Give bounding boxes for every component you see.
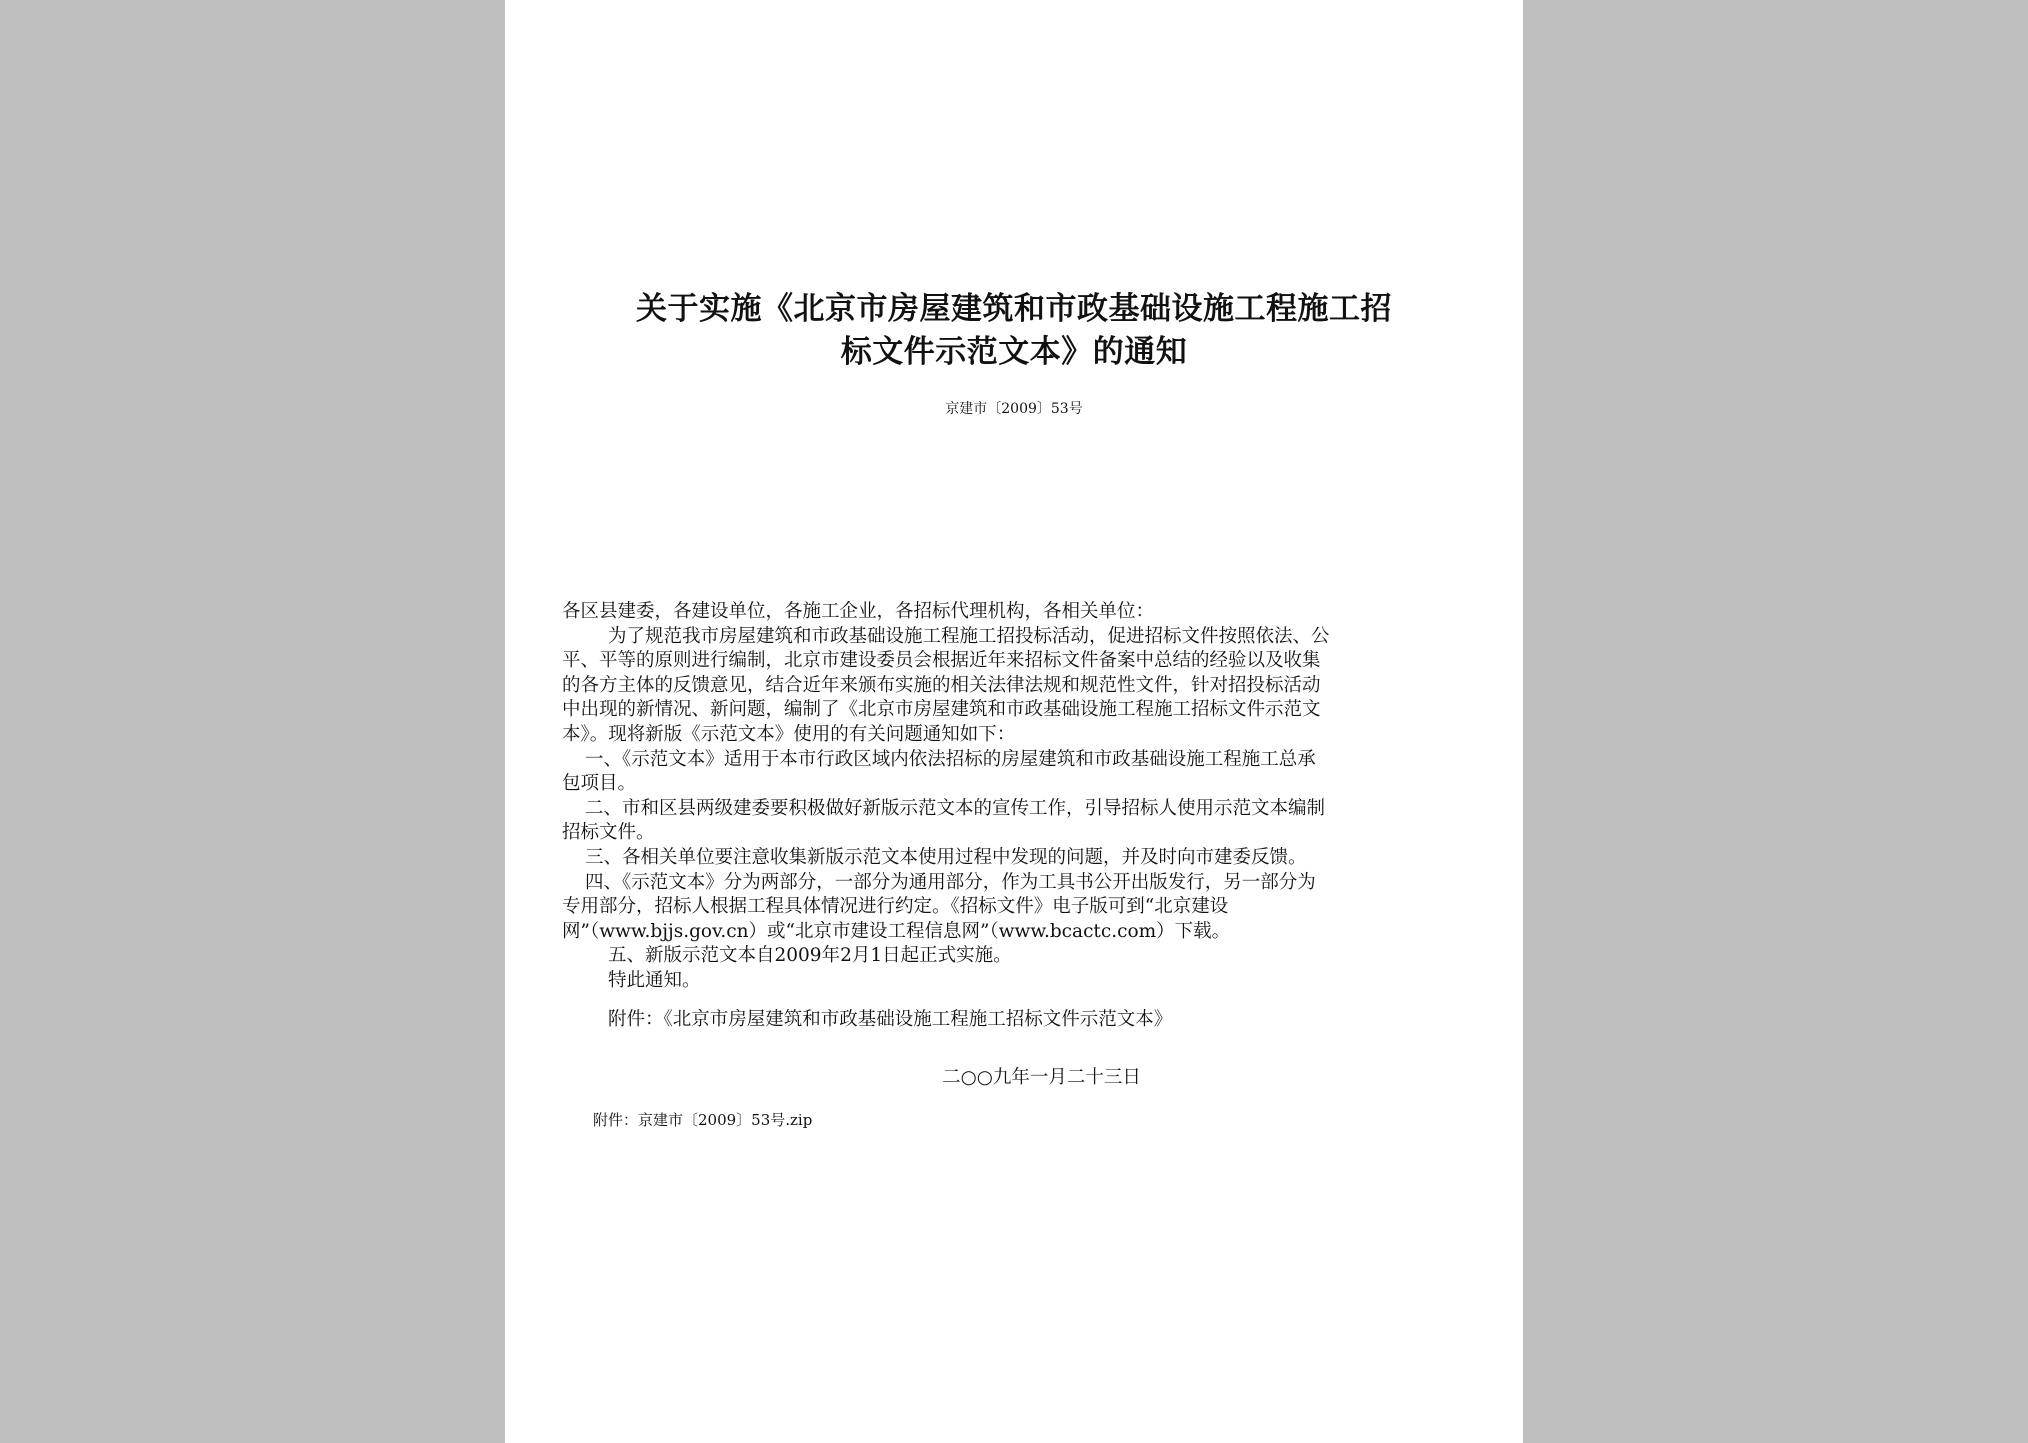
title-line-1: 关于实施《北京市房屋建筑和市政基础设施工程施工招 xyxy=(636,291,1392,327)
item-four-line: 四、《示范文本》分为两部分，一部分为通用部分，作为工具书公开出版发行，另一部分为 xyxy=(585,871,1316,893)
salutation: 各区县建委，各建设单位，各施工企业，各招标代理机构，各相关单位： xyxy=(562,601,1155,622)
paragraph-line: 为了规范我市房屋建筑和市政基础设施工程施工招投标活动，促进招标文件按照依法、公 xyxy=(608,625,1330,647)
item-five-line: 五、新版示范文本自2009年2月1日起正式实施。 xyxy=(608,945,1012,967)
item-two-line: 二、市和区县两级建委要积极做好新版示范文本的宣传工作，引导招标人使用示范文本编制 xyxy=(585,797,1326,819)
item-three-line: 三、各相关单位要注意收集新版示范文本使用过程中发现的问题，并及时向市建委反馈。 xyxy=(585,846,1307,868)
document-body xyxy=(562,600,1462,1032)
document-page xyxy=(505,0,1523,1443)
closing-line: 特此通知。 xyxy=(608,969,701,991)
attachment-note: 附件：《北京市房屋建筑和市政基础设施工程施工招标文件示范文本》 xyxy=(608,1008,1173,1030)
title-line-2: 标文件示范文本》的通知 xyxy=(840,334,1188,370)
document-number: 京建市〔2009〕53号 xyxy=(945,401,1083,417)
paragraph-line: 平、平等的原则进行编制，北京市建设委员会根据近年来招标文件备案中总结的经验以及收集 xyxy=(562,650,1321,672)
document-date: 二○○九年一月二十三日 xyxy=(942,1067,1141,1088)
paragraph-line: 的各方主体的反馈意见，结合近年来颁布实施的相关法律法规和规范性文件，针对招投标活动 xyxy=(562,674,1321,696)
paragraph-line: 中出现的新情况、新问题，编制了《北京市房屋建筑和市政基础设施工程施工招标文件示范文 xyxy=(562,699,1321,721)
item-four-line: 网”（www.bjjs.gov.cn）或“北京市建设工程信息网”（www.bcactc.com）下载。 xyxy=(562,920,1231,942)
item-one-line: 包项目。 xyxy=(562,773,637,795)
spacer xyxy=(562,994,1462,1008)
attachment-file-link[interactable]: 附件：京建市〔2009〕53号.zip xyxy=(593,1111,813,1129)
item-two-line: 招标文件。 xyxy=(562,822,655,844)
document-title xyxy=(555,288,1473,374)
item-one-line: 一、《示范文本》适用于本市行政区域内依法招标的房屋建筑和市政基础设施工程施工总承 xyxy=(585,748,1316,770)
item-four-line: 专用部分，招标人根据工程具体情况进行约定。《招标文件》电子版可到“北京建设 xyxy=(562,896,1229,918)
paragraph-line: 本》。现将新版《示范文本》使用的有关问题通知如下： xyxy=(562,723,1016,745)
